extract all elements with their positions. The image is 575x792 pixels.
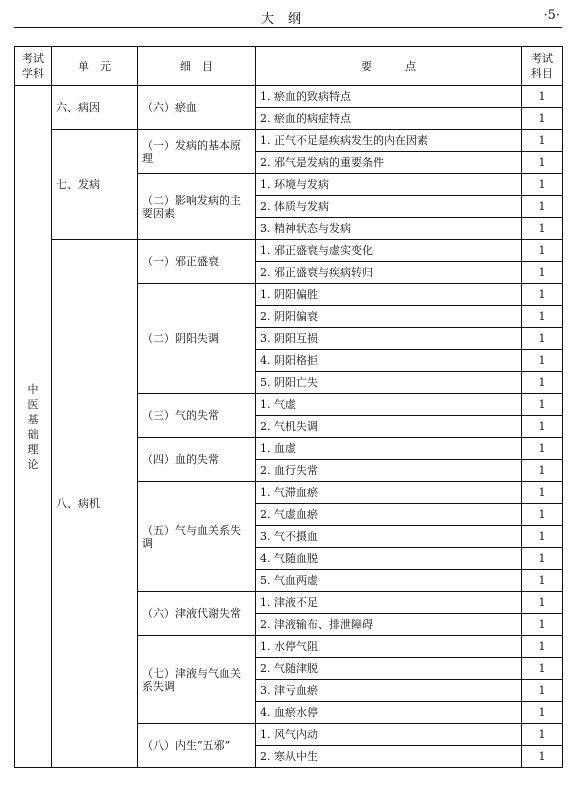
header-score: 考试科目: [522, 47, 563, 86]
point-score: 1: [522, 196, 563, 218]
point-score: 1: [522, 284, 563, 306]
point-score: 1: [522, 306, 563, 328]
item-name: （五）气与血关系失调: [138, 482, 256, 592]
header-unit: 单 元: [52, 47, 138, 86]
point-score: 1: [522, 460, 563, 482]
point-text: 1. 津液不足: [256, 592, 522, 614]
point-text: 1. 环境与发病: [256, 174, 522, 196]
point-score: 1: [522, 130, 563, 152]
point-score: 1: [522, 592, 563, 614]
point-text: 1. 瘀血的致病特点: [256, 86, 522, 108]
point-score: 1: [522, 702, 563, 724]
header-rule: [14, 27, 562, 28]
unit-name: 八、病机: [52, 240, 138, 768]
point-score: 1: [522, 394, 563, 416]
point-text: 4. 气随血脱: [256, 548, 522, 570]
point-score: 1: [522, 724, 563, 746]
point-score: 1: [522, 548, 563, 570]
point-text: 5. 气血两虚: [256, 570, 522, 592]
point-text: 3. 津亏血瘀: [256, 680, 522, 702]
header-point: 要 点: [256, 47, 522, 86]
point-text: 3. 气不摄血: [256, 526, 522, 548]
point-text: 1. 风气内动: [256, 724, 522, 746]
point-score: 1: [522, 482, 563, 504]
point-score: 1: [522, 350, 563, 372]
page-header: [14, 6, 562, 26]
point-score: 1: [522, 86, 563, 108]
point-text: 2. 气随津脱: [256, 658, 522, 680]
item-name: （八）内生“五邪”: [138, 724, 256, 768]
point-text: 3. 精神状态与发病: [256, 218, 522, 240]
table-header-row: [15, 47, 563, 86]
point-text: 5. 阴阳亡失: [256, 372, 522, 394]
point-text: 3. 阴阳互损: [256, 328, 522, 350]
syllabus-table: [14, 46, 563, 768]
point-text: 1. 气虚: [256, 394, 522, 416]
point-score: 1: [522, 526, 563, 548]
point-text: 4. 阴阳格拒: [256, 350, 522, 372]
page-title: 大纲: [260, 12, 315, 27]
point-text: 2. 气机失调: [256, 416, 522, 438]
item-name: （六）津液代谢失常: [138, 592, 256, 636]
table-row: [15, 86, 563, 108]
point-text: 2. 邪正盛衰与疾病转归: [256, 262, 522, 284]
item-name: （四）血的失常: [138, 438, 256, 482]
point-text: 2. 寒从中生: [256, 746, 522, 768]
point-score: 1: [522, 658, 563, 680]
point-score: 1: [522, 570, 563, 592]
point-score: 1: [522, 680, 563, 702]
point-score: 1: [522, 614, 563, 636]
point-text: 1. 水停气阻: [256, 636, 522, 658]
page-number: ·5·: [543, 8, 560, 23]
point-score: 1: [522, 504, 563, 526]
point-text: 1. 正气不足是疾病发生的内在因素: [256, 130, 522, 152]
item-name: （七）津液与气血关系失调: [138, 636, 256, 724]
point-text: 1. 气滞血瘀: [256, 482, 522, 504]
point-text: 2. 血行失常: [256, 460, 522, 482]
point-text: 2. 气虚血瘀: [256, 504, 522, 526]
point-score: 1: [522, 108, 563, 130]
point-text: 2. 体质与发病: [256, 196, 522, 218]
point-text: 2. 津液输布、排泄障碍: [256, 614, 522, 636]
table-row: [15, 130, 563, 152]
point-score: 1: [522, 152, 563, 174]
item-name: （六）瘀血: [138, 86, 256, 130]
header-item: 细 目: [138, 47, 256, 86]
header-subject: 考试学科: [15, 47, 52, 86]
table-body: [15, 86, 563, 768]
point-text: 1. 血虚: [256, 438, 522, 460]
point-text: 2. 阴阳偏衰: [256, 306, 522, 328]
unit-name: 七、发病: [52, 130, 138, 240]
point-text: 2. 邪气是发病的重要条件: [256, 152, 522, 174]
item-name: （二）影响发病的主要因素: [138, 174, 256, 240]
item-name: （一）发病的基本原理: [138, 130, 256, 174]
point-score: 1: [522, 438, 563, 460]
point-score: 1: [522, 746, 563, 768]
item-name: （一）邪正盛衰: [138, 240, 256, 284]
point-score: 1: [522, 328, 563, 350]
item-name: （二）阴阳失调: [138, 284, 256, 394]
point-text: 1. 阴阳偏胜: [256, 284, 522, 306]
point-text: 4. 血瘀水停: [256, 702, 522, 724]
unit-name: 六、病因: [52, 86, 138, 130]
point-score: 1: [522, 174, 563, 196]
point-score: 1: [522, 372, 563, 394]
subject-name: 中医基础理论: [27, 382, 39, 471]
point-text: 1. 邪正盛衰与虚实变化: [256, 240, 522, 262]
item-name: （三）气的失常: [138, 394, 256, 438]
point-score: 1: [522, 636, 563, 658]
table-row: [15, 240, 563, 262]
point-score: 1: [522, 240, 563, 262]
subject-cell: [15, 86, 52, 768]
point-score: 1: [522, 416, 563, 438]
point-score: 1: [522, 262, 563, 284]
point-text: 2. 瘀血的病症特点: [256, 108, 522, 130]
point-score: 1: [522, 218, 563, 240]
